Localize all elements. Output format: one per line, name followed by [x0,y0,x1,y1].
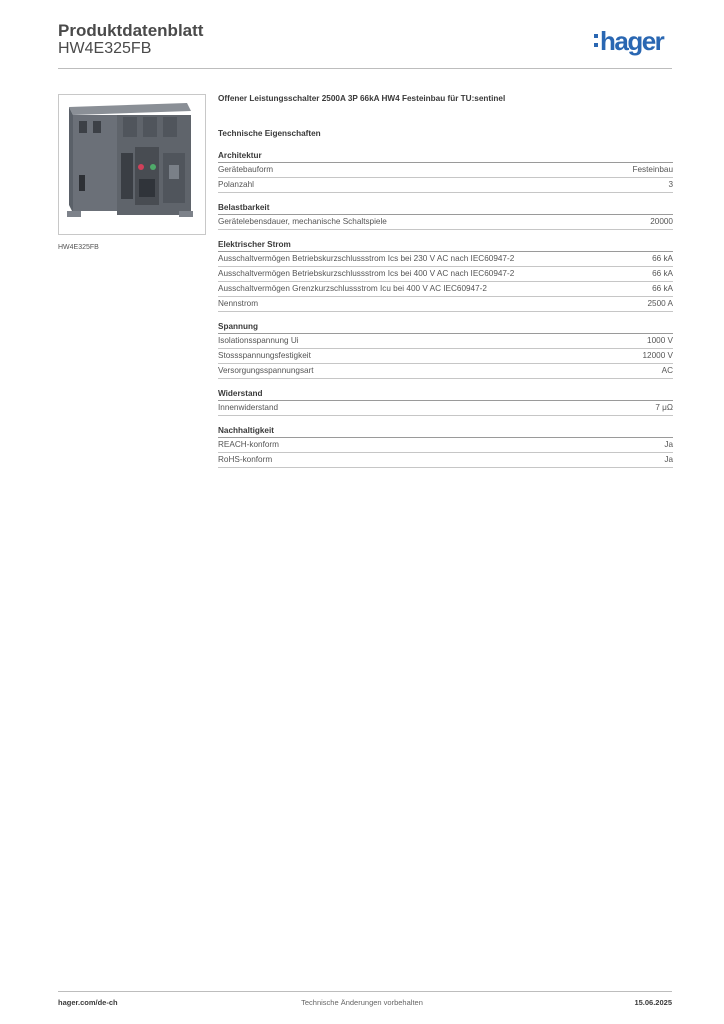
spec-value: 2500 A [647,299,673,308]
spec-value: Festeinbau [632,165,673,174]
spec-label: Versorgungsspannungsart [218,366,314,375]
spec-row [218,453,673,468]
spec-row [218,282,673,297]
spec-label: Stossspannungsfestigkeit [218,351,311,360]
spec-group [218,389,673,416]
spec-row [218,438,673,453]
spec-value: 66 kA [652,254,673,263]
spec-value: 1000 V [647,336,673,345]
product-code: HW4E325FB [58,40,152,57]
spec-group [218,240,673,312]
logo-dots-icon [594,34,599,52]
hager-logo [594,26,674,60]
spec-group-title: Architektur [218,151,673,163]
spec-group-title: Spannung [218,322,673,334]
spec-row [218,267,673,282]
spec-group-title: Nachhaltigkeit [218,426,673,438]
document-title: Produktdatenblatt [58,21,204,40]
header-divider [58,68,672,69]
spec-label: Innenwiderstand [218,403,279,412]
spec-value: 66 kA [652,269,673,278]
spec-group-title: Widerstand [218,389,673,401]
spec-value: 7 μΩ [655,403,673,412]
spec-row [218,252,673,267]
spec-label: Ausschaltvermögen Grenzkurzschlussstrom Icu bei 400 V AC IEC60947-2 [218,284,487,293]
spec-label: Gerätelebensdauer, mechanische Schaltspiele [218,217,387,226]
spec-value: 66 kA [652,284,673,293]
spec-row [218,178,673,193]
spec-label: Ausschaltvermögen Betriebskurzschlussstrom Ics bei 400 V AC nach IEC60947-2 [218,269,515,278]
spec-value: AC [661,366,673,375]
footer-divider [58,991,672,992]
product-description: Offener Leistungsschalter 2500A 3P 66kA HW4 Festeinbau für TU:sentinel [218,94,506,103]
spec-group-title: Elektrischer Strom [218,240,673,252]
logo-text: hager [600,26,664,56]
spec-group [218,203,673,230]
footer-date: 15.06.2025 [634,998,672,1007]
spec-content [218,94,673,468]
spec-group [218,426,673,468]
spec-row [218,297,673,312]
spec-value: 20000 [650,217,673,226]
spec-label: Isolationsspannung Ui [218,336,299,345]
spec-row [218,401,673,416]
spec-value: Ja [664,455,673,464]
spec-value: 12000 V [642,351,673,360]
spec-group-title: Belastbarkeit [218,203,673,215]
footer-website-link[interactable]: hager.com/de-ch [58,998,118,1007]
spec-group [218,151,673,193]
spec-row [218,215,673,230]
spec-value: 3 [668,180,673,189]
spec-label: Polanzahl [218,180,254,189]
spec-groups [218,151,673,468]
spec-value: Ja [664,440,673,449]
spec-group [218,322,673,379]
spec-row [218,163,673,178]
image-caption: HW4E325FB [58,244,99,251]
spec-label: Gerätebauform [218,165,274,174]
section-heading: Technische Eigenschaften [218,129,321,138]
circuit-breaker-icon [59,95,205,234]
spec-label: Nennstrom [218,299,259,308]
product-image [58,94,206,235]
spec-row [218,334,673,349]
spec-label: Ausschaltvermögen Betriebskurzschlussstrom Ics bei 230 V AC nach IEC60947-2 [218,254,515,263]
spec-row [218,349,673,364]
spec-label: REACH-konform [218,440,279,449]
spec-row [218,364,673,379]
footer-notice: Technische Änderungen vorbehalten [301,998,423,1007]
spec-label: RoHS-konform [218,455,273,464]
